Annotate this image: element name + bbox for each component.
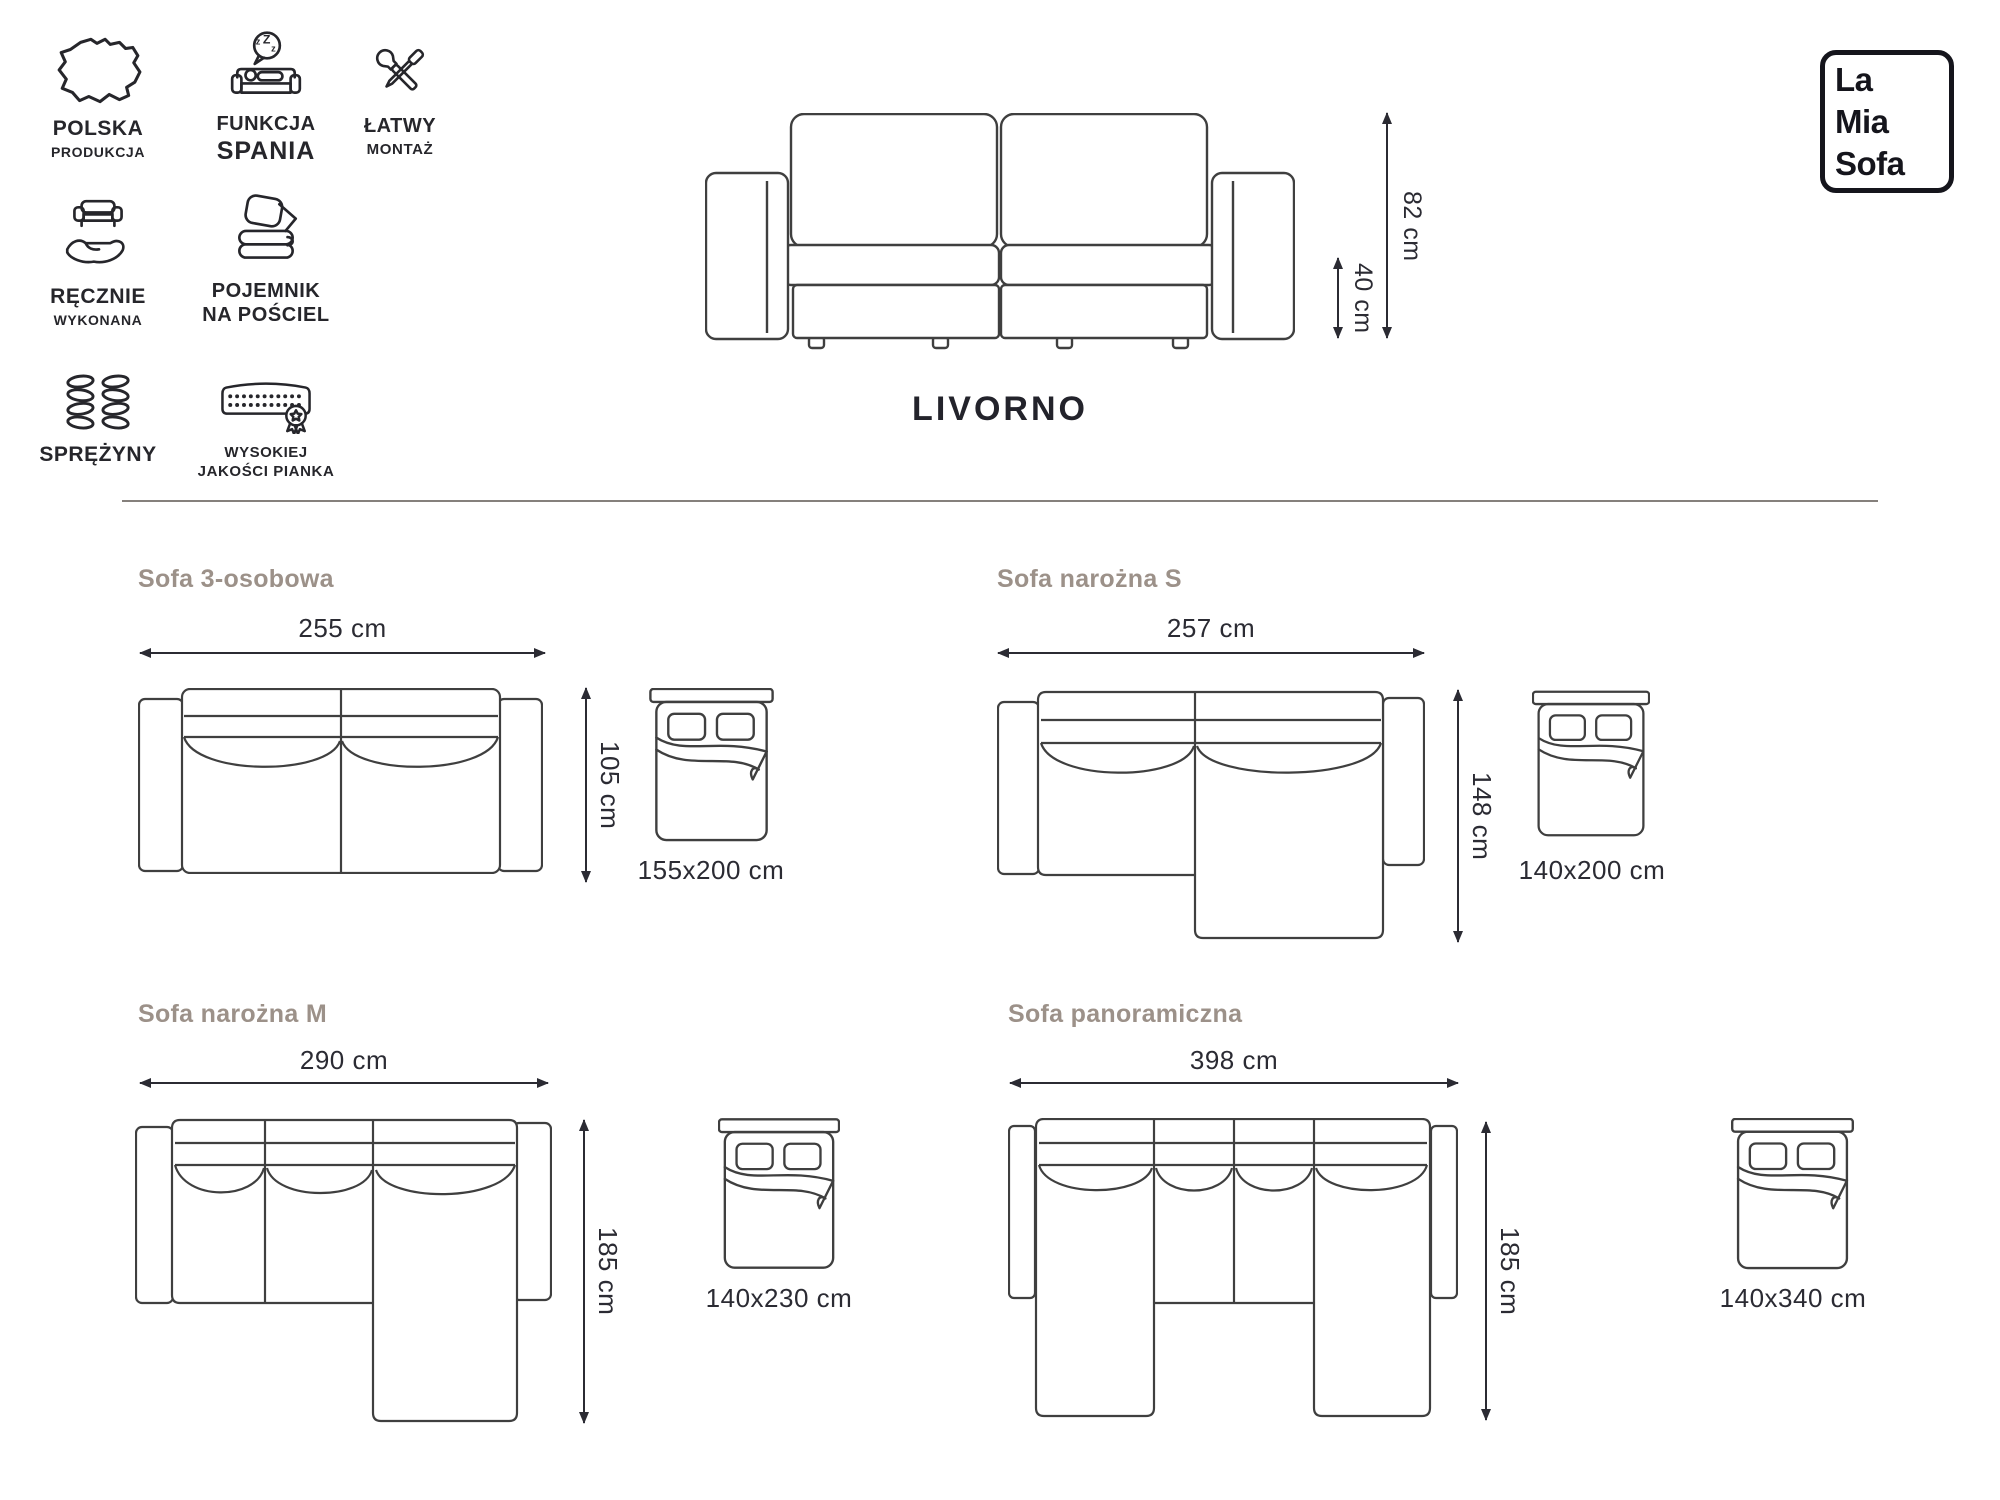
depth-label: 148 cm xyxy=(1467,771,1497,861)
width-arrow xyxy=(1010,1082,1458,1084)
width-label: 398 cm xyxy=(1189,1045,1279,1075)
variant-sofa-narozna-s xyxy=(997,565,1877,1025)
variant-sofa-3-osobowa xyxy=(138,565,1018,1025)
width-arrow xyxy=(998,652,1424,654)
bed-size-label: 140x340 cm xyxy=(1719,1283,1867,1313)
feature-recznie-wykonana xyxy=(23,196,173,328)
sofa-top-view xyxy=(1008,1118,1458,1418)
bed-size-label: 140x230 cm xyxy=(705,1283,853,1313)
feature-title: POJEMNIK xyxy=(211,280,321,302)
foam-quality-icon xyxy=(216,374,316,434)
variant-sofa-panoramiczna xyxy=(1008,1000,1888,1460)
poland-map-icon xyxy=(52,36,144,108)
feature-subtitle: JAKOŚCI PIANKA xyxy=(197,463,335,480)
feature-wysokiej-jakosci-pianka xyxy=(176,374,356,480)
sleep-function-icon xyxy=(225,30,307,104)
sofa-top-view xyxy=(997,688,1425,940)
sofa-height-arrow xyxy=(1386,113,1388,338)
sofa-top-view xyxy=(135,1117,552,1423)
brand-logo xyxy=(1820,50,1954,193)
feature-subtitle: NA POŚCIEL xyxy=(202,304,330,326)
depth-label: 105 cm xyxy=(595,740,625,830)
bed-icon xyxy=(648,688,775,842)
section-divider xyxy=(122,500,1878,502)
variant-heading: Sofa narożna S xyxy=(997,565,1182,593)
feature-title: ŁATWY xyxy=(363,115,437,137)
depth-arrow xyxy=(1485,1122,1487,1420)
feature-title: SPRĘŻYNY xyxy=(39,443,157,466)
width-label: 290 cm xyxy=(299,1045,389,1075)
depth-arrow xyxy=(583,1120,585,1423)
feature-title: FUNKCJA xyxy=(216,113,316,135)
width-arrow xyxy=(140,652,545,654)
bed-size-label: 140x200 cm xyxy=(1518,855,1666,885)
seat-height-arrow xyxy=(1337,258,1339,338)
brand-line-1: La xyxy=(1835,61,1873,98)
feature-subtitle: MONTAŻ xyxy=(366,141,434,158)
variant-heading: Sofa narożna M xyxy=(138,1000,327,1028)
depth-label: 185 cm xyxy=(593,1227,623,1316)
width-label: 255 cm xyxy=(298,613,387,643)
brand-line-2: Mia xyxy=(1835,103,1889,140)
svg-text:Z: Z xyxy=(262,32,271,47)
svg-text:z: z xyxy=(271,43,276,54)
width-arrow xyxy=(140,1082,548,1084)
depth-arrow xyxy=(1457,690,1459,942)
sofa-top-view xyxy=(138,688,543,874)
feature-title: RĘCZNIE xyxy=(50,285,146,308)
tools-icon xyxy=(366,40,434,106)
bedding-box-icon xyxy=(226,192,306,274)
hero-sofa-illustration xyxy=(705,113,1295,350)
feature-subtitle: WYKONANA xyxy=(53,312,143,328)
seat-height-label: 40 cm xyxy=(1349,262,1377,334)
sofa-height-label: 82 cm xyxy=(1398,190,1426,262)
feature-pojemnik-na-posciel xyxy=(186,192,346,327)
depth-label: 185 cm xyxy=(1495,1227,1525,1316)
width-label: 257 cm xyxy=(1166,613,1256,643)
feature-sprezyny xyxy=(23,372,173,467)
feature-latwy-montaz xyxy=(335,40,465,158)
feature-polska-produkcja xyxy=(23,36,173,160)
feature-subtitle: PRODUKCJA xyxy=(50,144,146,160)
variant-heading: Sofa panoramiczna xyxy=(1008,1000,1243,1028)
bed-icon xyxy=(1730,1118,1855,1270)
feature-funkcja-spania xyxy=(186,30,346,166)
variant-sofa-narozna-m xyxy=(135,1000,1015,1460)
bed-icon xyxy=(718,1118,840,1270)
product-title: LIVORNO xyxy=(912,390,1088,428)
bed-icon xyxy=(1532,690,1650,838)
depth-arrow xyxy=(585,688,587,882)
brand-line-3: Sofa xyxy=(1835,145,1905,182)
feature-subtitle: SPANIA xyxy=(216,137,316,165)
springs-icon xyxy=(60,372,136,434)
handmade-icon xyxy=(57,196,139,276)
svg-text:z: z xyxy=(255,36,261,47)
feature-title: POLSKA xyxy=(52,117,144,140)
bed-size-label: 155x200 cm xyxy=(637,855,785,885)
variant-heading: Sofa 3-osobowa xyxy=(138,565,334,593)
feature-title: WYSOKIEJ xyxy=(224,444,308,461)
